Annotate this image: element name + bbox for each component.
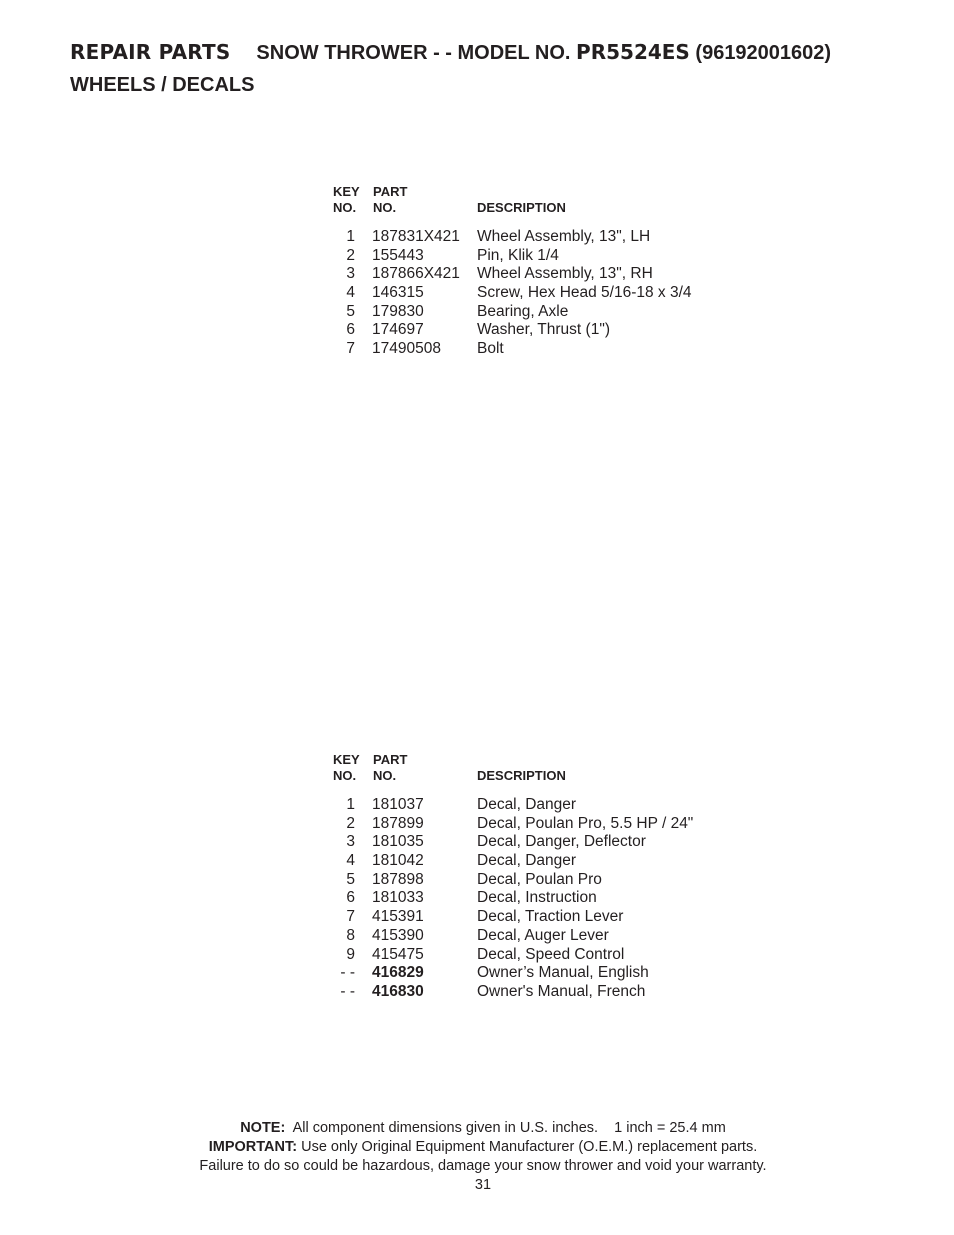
table-row (333, 964, 753, 983)
description-cell: Bolt (477, 340, 504, 358)
repair-parts-title: REPAIR PARTS (70, 40, 231, 64)
description-cell: Decal, Danger (477, 852, 577, 870)
product-title: SNOW THROWER - - MODEL NO. (256, 42, 571, 64)
description-cell: Washer, Thrust (1") (477, 321, 610, 339)
col-part-label-2: NO. (373, 200, 397, 215)
key-cell: 6 (346, 321, 355, 339)
col-key-label-2: NO. (333, 768, 357, 783)
table-row (333, 247, 753, 266)
part-number-cell: 187898 (372, 870, 424, 888)
key-cell: 2 (346, 246, 355, 264)
important-line (0, 1138, 954, 1157)
wheels-parts-table (333, 184, 753, 359)
section-title: WHEELS / DECALS (70, 74, 255, 96)
part-number-cell: 181037 (372, 796, 424, 813)
wheels-rows (333, 228, 753, 359)
part-number-cell: 181035 (372, 833, 424, 851)
col-description-label: DESCRIPTION (477, 768, 566, 783)
part-number-cell: 174697 (372, 321, 424, 339)
decals-parts-table (333, 752, 753, 1002)
description-cell: Pin, Klik 1/4 (477, 246, 559, 264)
description-cell: Bearing, Axle (477, 302, 569, 320)
col-part-label-1: PART (373, 752, 408, 767)
table-row (333, 983, 753, 1002)
col-key-label-2: NO. (333, 200, 357, 215)
key-cell: 1 (346, 228, 355, 245)
part-number-cell: 416829 (372, 964, 424, 982)
note-line (0, 1119, 954, 1138)
description-cell: Decal, Instruction (477, 889, 597, 907)
table-row (333, 228, 753, 247)
table-row (333, 303, 753, 322)
key-cell: 7 (346, 340, 355, 358)
table-row (333, 871, 753, 890)
table-row (333, 321, 753, 340)
table-row (333, 340, 753, 359)
table-row (333, 908, 753, 927)
important-text: Use only Original Equipment Manufacturer (O.E.M.) replacement parts. (301, 1139, 758, 1155)
table-header (333, 752, 753, 796)
table-row (333, 284, 753, 303)
table-row (333, 796, 753, 815)
catalog-number: (96192001602) (695, 42, 832, 64)
page-number: 31 (474, 1177, 492, 1193)
description-cell: Decal, Danger, Deflector (477, 833, 646, 851)
key-cell: 4 (346, 852, 355, 870)
key-cell: 9 (346, 945, 355, 963)
key-cell: 2 (346, 814, 355, 832)
part-number-cell: 416830 (372, 982, 424, 1000)
table-row (333, 889, 753, 908)
description-cell: Decal, Poulan Pro (477, 870, 602, 888)
table-row (333, 265, 753, 284)
part-number-cell: 415475 (372, 945, 424, 963)
page-header (70, 36, 940, 101)
important-label: IMPORTANT: (208, 1139, 298, 1155)
table-row (333, 833, 753, 852)
col-part-label-1: PART (373, 184, 408, 199)
decals-rows (333, 796, 753, 1002)
key-cell: 5 (346, 302, 355, 320)
part-number-cell: 187899 (372, 814, 424, 832)
note-text: All component dimensions given in U.S. inches. 1 inch = 25.4 mm (292, 1120, 726, 1136)
description-cell: Decal, Speed Control (477, 945, 625, 963)
part-number-cell: 415391 (372, 908, 424, 926)
table-header (333, 184, 753, 228)
table-row (333, 927, 753, 946)
model-number: PR5524ES (576, 40, 690, 64)
key-cell: 5 (346, 870, 355, 888)
description-cell: Owner’s Manual, English (477, 964, 649, 982)
part-number-cell: 17490508 (372, 340, 441, 358)
header-title-line (70, 36, 940, 69)
description-cell: Wheel Assembly, 13", RH (477, 265, 653, 283)
description-cell: Screw, Hex Head 5/16-18 x 3/4 (477, 284, 692, 302)
description-cell: Wheel Assembly, 13", LH (477, 228, 651, 245)
part-number-cell: 187866X421 (372, 265, 460, 283)
key-cell: 3 (346, 265, 355, 283)
note-label: NOTE: (240, 1120, 286, 1136)
col-part-label-2: NO. (373, 768, 397, 783)
key-cell: 8 (346, 926, 355, 944)
part-number-cell: 181033 (372, 889, 424, 907)
col-description-label: DESCRIPTION (477, 200, 566, 215)
key-cell: 7 (346, 908, 355, 926)
col-key-label-1: KEY (333, 184, 360, 199)
key-cell: - - (340, 982, 355, 1000)
key-cell: 3 (346, 833, 355, 851)
table-row (333, 946, 753, 965)
description-cell: Decal, Danger (477, 796, 577, 813)
col-key-label-1: KEY (333, 752, 360, 767)
key-cell: 1 (346, 796, 355, 813)
warning-line: Failure to do so could be hazardous, damage your snow thrower and void your warranty. (199, 1158, 767, 1174)
description-cell: Decal, Traction Lever (477, 908, 624, 926)
description-cell: Decal, Auger Lever (477, 926, 609, 944)
part-number-cell: 146315 (372, 284, 424, 302)
key-cell: 6 (346, 889, 355, 907)
part-number-cell: 179830 (372, 302, 424, 320)
table-row (333, 815, 753, 834)
key-cell: - - (340, 964, 355, 982)
part-number-cell: 187831X421 (372, 228, 460, 245)
table-row (333, 852, 753, 871)
description-cell: Owner's Manual, French (477, 982, 646, 1000)
footer-notes (0, 1119, 954, 1176)
description-cell: Decal, Poulan Pro, 5.5 HP / 24" (477, 814, 694, 832)
part-number-cell: 155443 (372, 246, 424, 264)
part-number-cell: 181042 (372, 852, 424, 870)
key-cell: 4 (346, 284, 355, 302)
part-number-cell: 415390 (372, 926, 424, 944)
